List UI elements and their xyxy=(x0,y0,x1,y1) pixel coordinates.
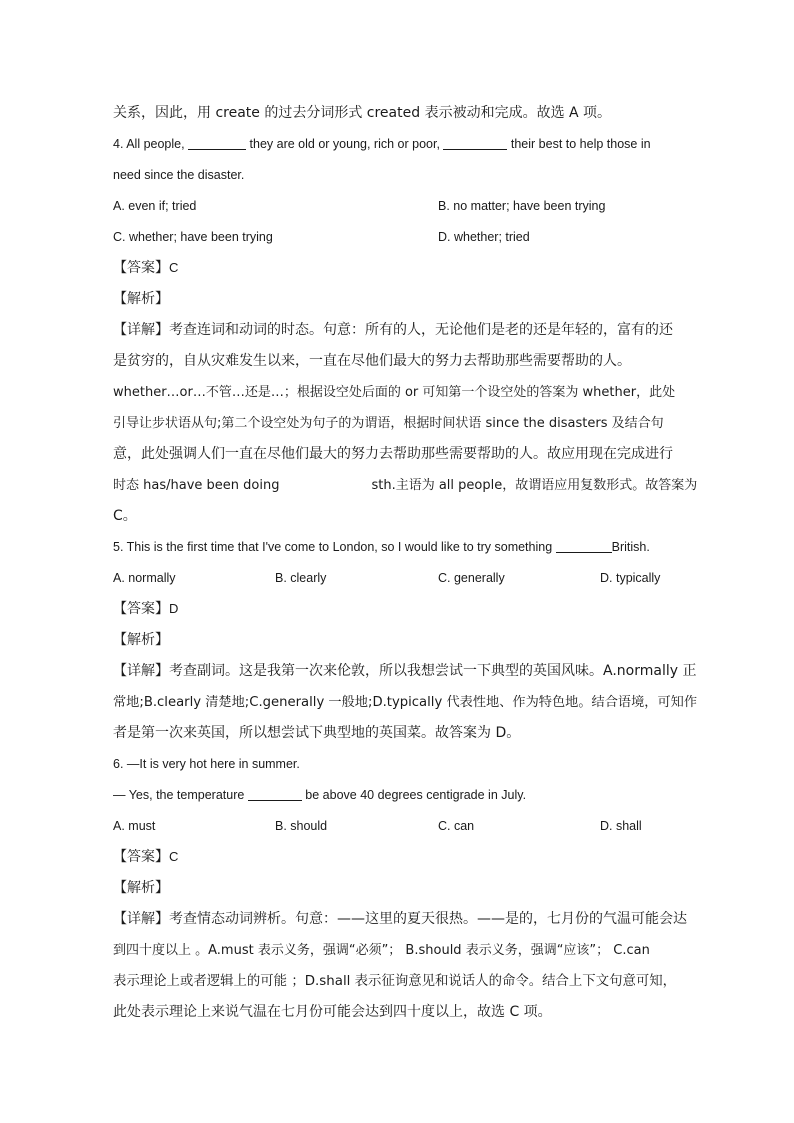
q4-detail-line xyxy=(113,346,683,377)
q5-detail-text-3: 者是第一次来英国，所以想尝试下典型地的英国菜。故答案为 D。 xyxy=(113,725,521,741)
q5-answer-value: D xyxy=(169,601,179,616)
q5-stem-part-a: 5. This is the first time that I've come to London, so I would like to try something xyxy=(113,540,556,554)
q4-detail-text-5: 意，此处强调人们一直在尽他们最大的努力去帮助那些需要帮助的人。故应用现在完成进行 xyxy=(113,446,673,462)
q6-detail-text-4: 此处表示理论上来说气温在七月份可能会达到四十度以上，故选 C 项。 xyxy=(113,1004,552,1020)
q6-detail-line xyxy=(113,904,687,935)
q4-detail-line xyxy=(113,501,683,532)
q6-detail-line xyxy=(113,966,683,997)
q4-option-b: B. no matter; have been trying xyxy=(438,199,606,213)
q6-option-c: C. can xyxy=(438,819,475,833)
q6-answer xyxy=(113,842,683,873)
q4-options-row2 xyxy=(113,222,683,253)
q4-detail-text-6a: 时态 has/have been doing xyxy=(113,478,280,493)
intro-text: 关系，因此，用 create 的过去分词形式 created 表示被动和完成。故选 A 项。 xyxy=(113,105,612,121)
q6-answer-value: C xyxy=(169,849,179,864)
q6-option-d: D. shall xyxy=(600,819,642,833)
q5-answer xyxy=(113,594,683,625)
q4-stem-line2-text: need since the disaster. xyxy=(113,168,245,182)
q4-detail-line xyxy=(113,439,683,470)
q6-detail-line xyxy=(113,935,683,966)
q4-option-d: D. whether; tried xyxy=(438,230,530,244)
q6-stem-line1-text: 6. —It is very hot here in summer. xyxy=(113,757,300,771)
q5-option-c: C. generally xyxy=(438,571,505,585)
q6-detail-text-2: 到四十度以上 。A.must 表示义务，强调“必须”； B.should 表示义务，强调“应该”； C.can xyxy=(113,943,650,958)
q5-analysis-tag xyxy=(113,625,683,656)
q4-option-c: C. whether; have been trying xyxy=(113,230,273,244)
q4-analysis-label: 【解析】 xyxy=(113,291,169,307)
q5-detail-line xyxy=(113,687,698,718)
q4-detail-line xyxy=(113,470,698,501)
q4-detail-line xyxy=(113,377,683,408)
q5-stem-line xyxy=(113,532,683,563)
q6-stem-part-a: — Yes, the temperature xyxy=(113,788,248,802)
q4-stem-part-c: their best to help those in xyxy=(507,137,651,151)
q6-answer-tag: 【答案】 xyxy=(113,849,169,865)
q4-detail-text-1: 【详解】考查连词和动词的时态。句意：所有的人，无论他们是老的还是年轻的，富有的还 xyxy=(113,322,673,338)
q6-option-b: B. should xyxy=(275,819,328,833)
q6-option-a: A. must xyxy=(113,819,156,833)
q4-detail-text-2: 是贫穷的，自从灾难发生以来，一直在尽他们最大的努力去帮助那些需要帮助的人。 xyxy=(113,353,631,369)
q6-stem-part-b: be above 40 degrees centigrade in July. xyxy=(301,788,527,802)
q6-analysis-label: 【解析】 xyxy=(113,880,169,896)
q4-blank-1 xyxy=(188,135,246,150)
q5-detail-text-1: 【详解】考查副词。这是我第一次来伦敦，所以我想尝试一下典型的英国风味。A.normally 正 xyxy=(113,663,697,679)
q4-options-row1 xyxy=(113,191,683,222)
q5-options-row xyxy=(113,563,683,594)
intro-line xyxy=(113,98,683,129)
q4-stem-line2 xyxy=(113,160,683,191)
q6-stem-line2 xyxy=(113,780,683,811)
q4-blank-2 xyxy=(443,135,507,150)
q6-detail-text-3: 表示理论上或者逻辑上的可能 ；D.shall 表示征询意见和说话人的命令。结合上下文句意可知， xyxy=(113,974,677,989)
q5-detail-text-2: 常地;B.clearly 清楚地;C.generally 一般地;D.typically 代表性地、作为特色地。结合语境，可知作 xyxy=(113,695,698,710)
q4-stem-part-a: 4. All people, xyxy=(113,137,189,151)
q4-detail-line xyxy=(113,408,683,439)
q6-analysis-tag xyxy=(113,873,683,904)
q6-detail-text-1: 【详解】考查情态动词辨析。句意：——这里的夏天很热。——是的，七月份的气温可能会达 xyxy=(113,911,687,927)
q6-options-row xyxy=(113,811,683,842)
q4-detail-text-3: whether…or…不管…还是…；根据设空处后面的 or 可知第一个设空处的答案为 whether，此处 xyxy=(113,385,676,400)
q5-analysis-label: 【解析】 xyxy=(113,632,169,648)
q5-option-d: D. typically xyxy=(600,571,661,585)
q4-answer-value: C xyxy=(169,260,179,275)
q6-stem-line1 xyxy=(113,749,683,780)
q6-detail-line xyxy=(113,997,683,1028)
q5-option-b: B. clearly xyxy=(275,571,327,585)
q4-detail-text-6b: sth.主语为 all people，故谓语应用复数形式。故答案为 xyxy=(371,478,698,493)
q4-analysis-tag xyxy=(113,284,683,315)
q4-detail-line xyxy=(113,315,683,346)
q5-stem-part-b: British. xyxy=(611,540,650,554)
q4-detail-text-4: 引导让步状语从句;第二个设空处为句子的为谓语，根据时间状语 since the disasters 及结合句 xyxy=(113,416,664,431)
q5-option-a: A. normally xyxy=(113,571,176,585)
q4-answer xyxy=(113,253,683,284)
q4-stem-line1 xyxy=(113,129,683,160)
document-page xyxy=(113,98,698,1028)
q6-blank xyxy=(248,786,302,801)
q5-detail-line xyxy=(113,718,683,749)
q5-blank xyxy=(556,538,612,553)
q4-detail-text-7: C。 xyxy=(113,508,137,524)
q4-answer-tag: 【答案】 xyxy=(113,260,169,276)
q5-detail-line xyxy=(113,656,697,687)
q5-answer-tag: 【答案】 xyxy=(113,601,169,617)
q4-option-a: A. even if; tried xyxy=(113,199,197,213)
q4-stem-part-b: they are old or young, rich or poor, xyxy=(246,137,444,151)
